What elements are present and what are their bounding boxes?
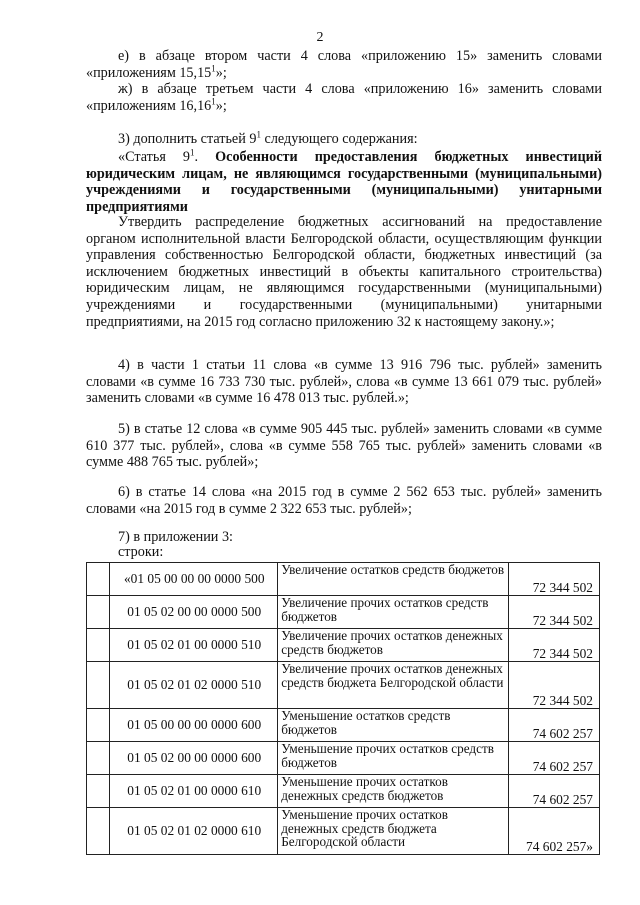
table-cell-empty [87,629,110,662]
article-label-end: . [194,149,199,165]
table-cell-empty [87,662,110,709]
table-row [87,808,600,855]
table-cell-code: 01 05 02 01 00 0000 610 [110,775,278,808]
paragraph-zh [86,81,602,114]
table-cell-code: 01 05 02 01 00 0000 510 [110,629,278,662]
table-cell-empty [87,709,110,742]
table-row [87,629,600,662]
paragraph-zh-end: »; [215,97,227,114]
article-body: Утвердить распределение бюджетных ассигнований на предоставление органом исполнительной власти Белгородской области, осуществляющим функции управления собственностью Белгородской области, бюджетных инвестиций (за исключением бюджетных инвестиций в объекты капитального строительства) юридическим лицам, не являющимся государственными (муниципальными) учреждениями и государственными (муниципальными) унитарными предприятиями, на 2015 год согласно приложению 32 к настоящему закону.»; [86,214,602,330]
table-cell-amount: 74 602 257 [508,709,599,742]
table-cell-amount: 72 344 502 [508,563,599,596]
table-cell-empty [87,808,110,855]
item-4: 4) в части 1 статьи 11 слова «в сумме 13 916 796 тыс. рублей» заменить словами «в сумме 16 733 730 тыс. рублей», слова «в сумме 13 661 079 тыс. рублей» заменить словами «в сумме 16 478 013 тыс. рублей.»; [86,357,602,407]
table-cell-name: Увеличение прочих остатков денежных средств бюджетов [278,629,509,662]
table-row [87,709,600,742]
table-row [87,563,600,596]
table-row [87,596,600,629]
article-heading [86,149,602,215]
table-cell-code: 01 05 02 00 00 0000 600 [110,742,278,775]
table-row [87,775,600,808]
paragraph-e [86,48,602,81]
item-7: 7) в приложении 3: [118,529,233,545]
item-5: 5) в статье 12 слова «в сумме 905 445 тыс. рублей» заменить словами «в сумме 610 377 тыс. рублей», слова «в сумме 558 765 тыс. рублей» заменить словами «в сумме 488 765 тыс. рублей»; [86,421,602,471]
item-3-text: 3) дополнить статьей 9 [118,131,257,147]
table-cell-name: Уменьшение прочих остатков денежных средств бюджета Белгородской области [278,808,509,855]
rows-label: строки: [118,544,164,560]
superscript: 1 [256,129,261,140]
table-cell-name: Уменьшение остатков средств бюджетов [278,709,509,742]
article-title: Особенности предоставления бюджетных инвестиций юридическим лицам, не являющимся государственными (муниципальными) учреждениями и государственными (муниципальными) унитарными предприятиями [86,149,602,215]
table-cell-amount: 72 344 502 [508,662,599,709]
page-number: 2 [316,30,324,45]
table-cell-name: Увеличение прочих остатков средств бюджетов [278,596,509,629]
item-3-end: следующего содержания: [260,131,418,147]
table-cell-name: Увеличение прочих остатков денежных средств бюджета Белгородской области [278,662,509,709]
superscript: 1 [211,95,216,106]
table-cell-code: 01 05 02 01 02 0000 610 [110,808,278,855]
table-cell-name: Уменьшение прочих остатков денежных средств бюджетов [278,775,509,808]
table-cell-amount: 74 602 257 [508,775,599,808]
table-cell-amount: 72 344 502 [508,629,599,662]
table-cell-code: 01 05 00 00 00 0000 600 [110,709,278,742]
paragraph-zh-text: ж) в абзаце третьем части 4 слова «приложению 16» заменить словами «приложениям 16,16 [86,81,602,114]
superscript: 1 [190,147,195,158]
table-cell-code: 01 05 02 00 00 0000 500 [110,596,278,629]
table-cell-amount: 74 602 257» [508,808,599,855]
table-cell-code: «01 05 00 00 00 0000 500 [110,563,278,596]
article-label: «Статья 9 [118,149,191,165]
table-cell-empty [87,742,110,775]
item-3 [86,131,602,148]
table-cell-empty [87,775,110,808]
table-cell-empty [87,596,110,629]
table-row [87,662,600,709]
table-cell-empty [87,563,110,596]
table-cell-amount: 74 602 257 [508,742,599,775]
table-cell-amount: 72 344 502 [508,596,599,629]
sources-table [86,562,600,855]
item-6: 6) в статье 14 слова «на 2015 год в сумме 2 562 653 тыс. рублей» заменить словами «на 2015 год в сумме 2 322 653 тыс. рублей»; [86,484,602,517]
paragraph-e-text: е) в абзаце втором части 4 слова «приложению 15» заменить словами «приложениям 15,15 [86,48,602,81]
paragraph-e-end: »; [215,64,227,81]
table-cell-name: Уменьшение прочих остатков средств бюджетов [278,742,509,775]
superscript: 1 [211,62,216,73]
table-row [87,742,600,775]
table-cell-name: Увеличение остатков средств бюджетов [278,563,509,596]
table-cell-code: 01 05 02 01 02 0000 510 [110,662,278,709]
